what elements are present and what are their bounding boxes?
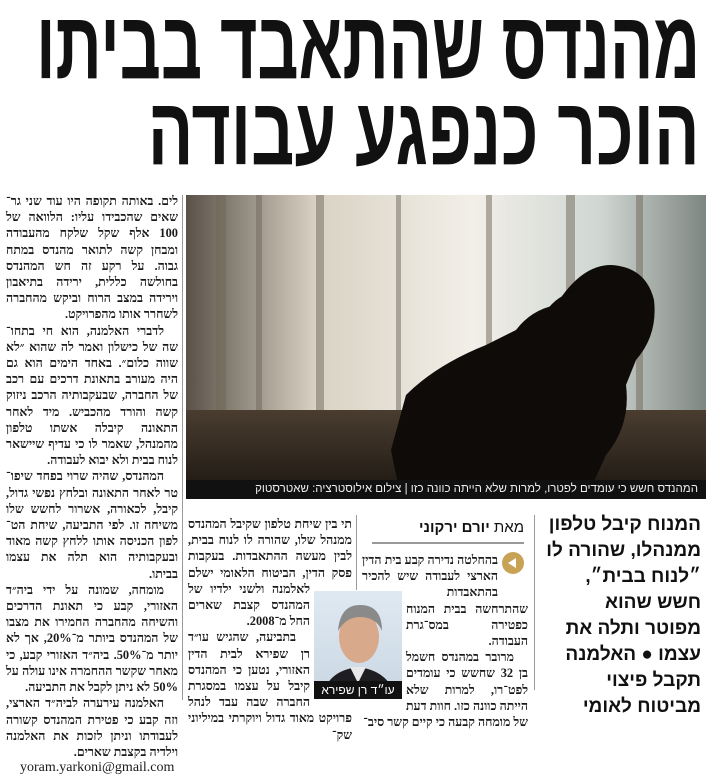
paragraph: תי בין שיחת טלפון שקיבל המהנדס ממנהל שלו, שהורה לו לנוח בבית, לבין מעשה ההתאבדות. בעקבות פסק הדין, הביטוח הלאומי ישלם לאלמנה ולשני ילדיו של המהנדס קצבת שארים החל מ־2008.	[188, 517, 352, 629]
column-divider	[534, 515, 535, 690]
paragraph: בתביעה, שהגיש עו״ד רן שפירא לבית הדין האזורי, נטען כי המהנדס קיבל על עצמו במסגרת החברה שבה עבד לנהל פרויקט מאוד גדול ויוקרתי במיליוני שק־	[188, 630, 352, 742]
photo-caption: המהנדס חשש כי עומדים לפטרו, למרות שלא הייתה כוונה כזו | צילום אילוסטרציה: שאטרסטוק	[186, 480, 706, 499]
byline	[372, 519, 524, 544]
paragraph: האלמנה עירערה לביה״ד הארצי, וזה קבע כי פטירת המהנדס קשורה לעבודתו וניתן לזכות את האלמנה וילדיה בקצבת שארים.	[6, 696, 178, 759]
lawyer-photo-caption: עו״ד רן שפירא	[314, 681, 402, 699]
author-email[interactable]: yoram.yarkoni@gmail.com	[20, 760, 175, 776]
article-column-left	[6, 193, 178, 776]
paragraph: בהחלטה נדירה קבע בית הדין הארצי לעבודה שיש להכיר בהתאבדות שהתרחשה בבית המנוח כפטירה במס־גרת העבודה.	[362, 553, 528, 649]
headline-line-2: הוכר כנפגע עבודה	[148, 78, 700, 185]
paragraph: מומחה, שמונה על ידי ביה״ד האזורי, קבע כי תאונת הדרכים והשיחה מהחברה החמירו את מצבו של המהנדס ביותר מ־20%, אך לא יותר מ־50%. ביה״ד האזורי קבע, כי מאחר שקשר ההחמרה אינו עולה על 50% לא ניתן לקבל את התביעה.	[6, 582, 178, 695]
byline-author: יורם ירקוני	[419, 519, 490, 536]
lawyer-photo	[314, 591, 402, 699]
headline	[0, 0, 706, 185]
column-divider	[356, 515, 357, 590]
paragraph: מרובר במהנדס חשמל בן 32 שחשש כי עומדים לפט־רו, למרות שלא הייתה כוונה כזו. חוות דעת של מומחה קבעה כי קיים קשר סיב־	[363, 650, 529, 730]
silhouette-image	[186, 195, 706, 499]
article-subheadline: המנוח קיבל טלפון ממנהלו, שהורה לו ״לנוח בבית״, חשש שהוא מפוטר ותלה את עצמו ● האלמנה תקבל פיצוי מביטוח לאומי	[546, 514, 701, 717]
column-divider	[182, 195, 183, 700]
article-photo	[186, 195, 706, 499]
arrow-spacer	[498, 552, 528, 586]
paragraph: לדברי האלמנה, הוא חי בתחו־ שה של כישלון ואמר לה שהוא ״לא שווה כלום״. באחד הימים הוא גם היה מעורב בתאונת דרכים עם רכב של החברה, שבעקבותיה הרכב ניזוק קשה והורד מהכביש. מיד לאחר התאונה קיבלה אשתו טלפון מהמנהל, שאמר לו כי עדיף שיישאר לנוח בבית ולא יבוא לעבודה.	[6, 323, 178, 468]
byline-prefix: מאת	[493, 519, 524, 536]
headline-line-1: מהנדס שהתאבד בביתו	[36, 0, 700, 99]
paragraph: המהנדס, שהיה שרוי בפחד שיפו־ טר לאחר התאונה ובלחץ נפשי גדול, קיבל, לכאורה, אשרור לחשש שלו משיחה זו. לפי התביעה, שיחת הט־ לפון הכניסה אותו ללחץ קשה מאוד ובעקבותיה הוא תלה את עצמו בביתו.	[6, 469, 178, 581]
paragraph: לים. באותה תקופה היו עוד שני גר־ שאים שהכבידו עליו: הלוואה של 100 אלף שקל שלקח מהעבודה ומבחן קשה לתואר מהנדס במתח גבוה. על רקע זה חש המהנדס בחולשה כללית, ירידה בתיאבון וירידה במצב הרוח וביקש מהחברה לשחרר אותו מהפרויקט.	[6, 194, 178, 322]
